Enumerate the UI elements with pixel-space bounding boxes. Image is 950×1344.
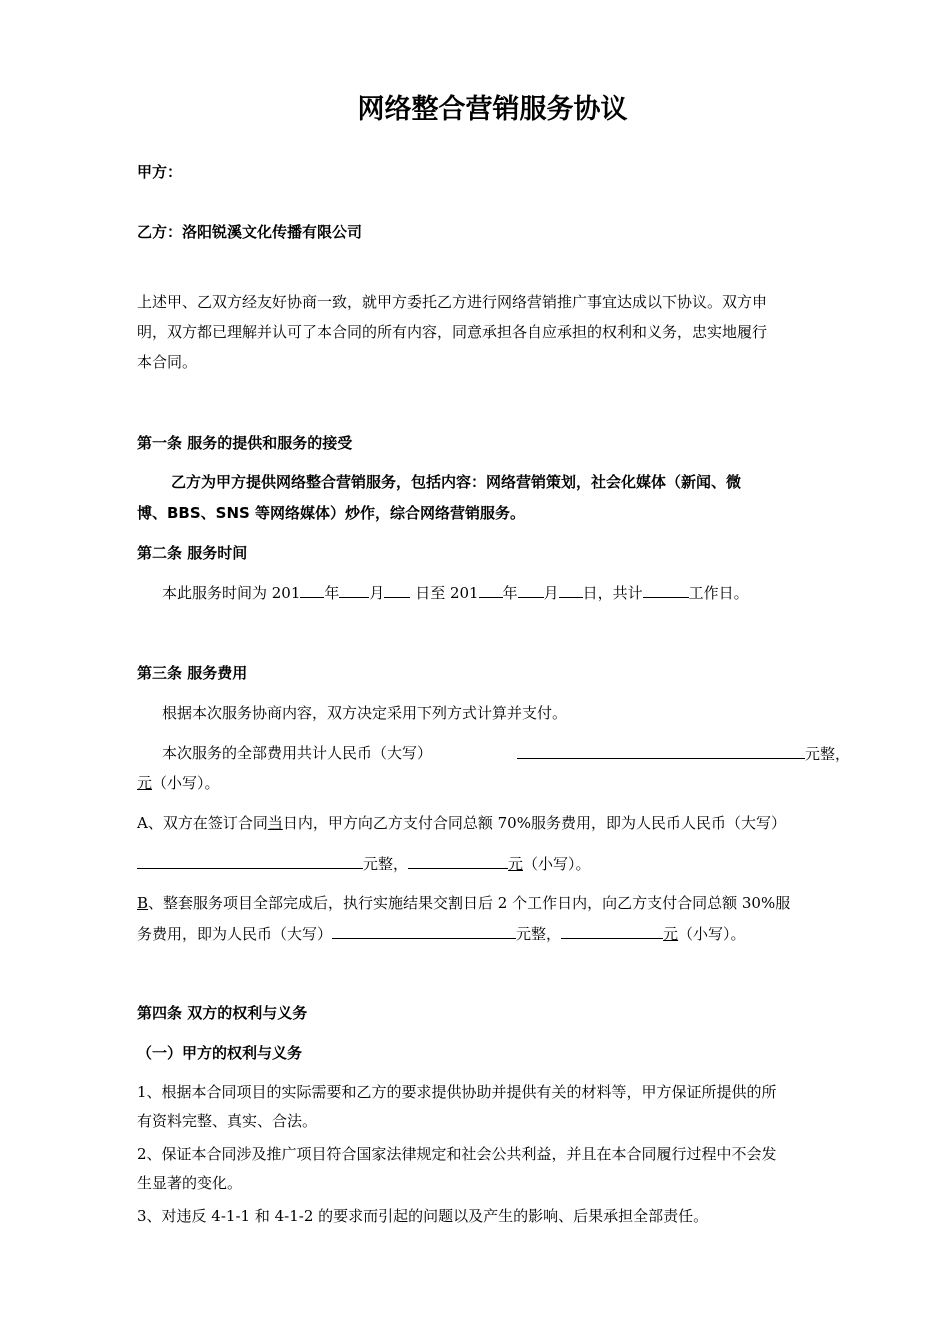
article-3-heading: 第三条 服务费用	[137, 664, 248, 682]
month-end-blank[interactable]	[518, 582, 544, 598]
intro-line-3: 本合同。	[137, 353, 198, 371]
article-1-body-line-1: 乙方为甲方提供网络整合营销服务，包括内容：网络营销策划，社会化媒体（新闻、微	[171, 473, 742, 491]
intro-line-2: 明，双方都已理解并认可了本合同的所有内容，同意承担各自应承担的权利和义务，忠实地履行	[137, 323, 768, 341]
total-fee-capital-blank[interactable]	[517, 743, 805, 759]
month-start-blank[interactable]	[339, 582, 369, 598]
obligation-3-line: 3、对违反 4-1-1 和 4-1-2 的要求而引起的问题以及产生的影响、后果承担全部责任。	[137, 1207, 709, 1225]
obligation-2-line-2: 生显著的变化。	[137, 1174, 243, 1192]
intro-line-1: 上述甲、乙双方经友好协商一致，就甲方委托乙方进行网络营销推广事宜达成以下协议。双方申	[137, 293, 768, 311]
day-start-blank[interactable]	[384, 582, 410, 598]
payment-a-line-1: A、双方在签订合同当日内，甲方向乙方支付合同总额 70%服务费用，即为人民币人民币（大写）	[137, 814, 786, 832]
fee-method-line: 根据本次服务协商内容，双方决定采用下列方式计算并支付。	[162, 704, 568, 722]
article-2-heading: 第二条 服务时间	[137, 544, 248, 562]
payment-b-line-1: B、整套服务项目全部完成后，执行实施结果交割日后 2 个工作日内，向乙方支付合同总额 30%服	[137, 894, 791, 912]
service-period-line: 本此服务时间为 201 年 月 日至 201 年 月 日，共计 工作日。	[162, 584, 749, 602]
day-end-blank[interactable]	[559, 582, 583, 598]
payment-b-small-blank[interactable]	[561, 923, 663, 939]
total-fee-line: 本次服务的全部费用共计人民币（大写） 元整，	[162, 744, 850, 763]
year-start-blank[interactable]	[300, 582, 324, 598]
payment-a-line-2: 元整， 元（小写）。	[137, 853, 591, 874]
total-fee-small-line: 元（小写）。	[137, 774, 220, 792]
payment-b-line-2: 务费用，即为人民币（大写） 元整， 元（小写）。	[137, 925, 746, 943]
workdays-blank[interactable]	[643, 582, 689, 598]
article-4-heading: 第四条 双方的权利与义务	[137, 1004, 308, 1022]
obligation-1-line-2: 有资料完整、真实、合法。	[137, 1112, 318, 1130]
party-a-rights-subheading: （一）甲方的权利与义务	[137, 1044, 303, 1062]
obligation-2-line-1: 2、保证本合同涉及推广项目符合国家法律规定和社会公共利益，并且在本合同履行过程中不会发	[137, 1145, 777, 1163]
article-1-heading: 第一条 服务的提供和服务的接受	[137, 434, 353, 452]
document-title: 网络整合营销服务协议	[357, 94, 628, 125]
party-a-label: 甲方：	[137, 163, 183, 181]
payment-a-small-blank[interactable]	[408, 853, 508, 869]
article-1-body-line-2: 博、BBS、SNS 等网络媒体）炒作，综合网络营销服务。	[137, 504, 526, 522]
obligation-1-line-1: 1、根据本合同项目的实际需要和乙方的要求提供协助并提供有关的材料等，甲方保证所提供的所	[137, 1083, 777, 1101]
year-end-blank[interactable]	[479, 582, 503, 598]
party-b-line: 乙方：洛阳锐溪文化传播有限公司	[137, 223, 363, 241]
payment-b-capital-blank[interactable]	[332, 923, 516, 939]
payment-a-capital-blank[interactable]	[137, 853, 363, 869]
